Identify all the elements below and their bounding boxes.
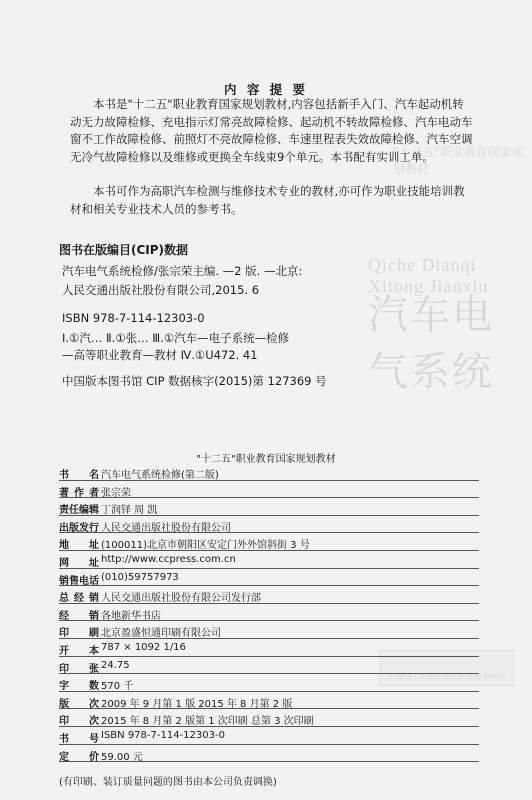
cip-entry-line-1: 汽车电气系统检修/张宗荣主编. —2 版. —北京: [62,264,303,278]
colophon-rule [59,744,479,745]
cip-record-number: 中国版本图书馆 CIP 数据核字(2015)第 127369 号 [62,374,327,388]
colophon-label-char: 书 [59,470,69,481]
colophon-label-char: 责 [59,505,69,517]
colophon-value: (010)59757973 [101,571,179,583]
colophon-series: "十二五"职业教育国家规划教材 [196,454,336,465]
cip-classification-1: Ⅰ.①汽… Ⅱ.①张… Ⅲ.①汽车—电子系统—检修 [62,331,290,345]
colophon-value: 2009 年 9 月第 1 版 2015 年 8 月第 2 版 [101,698,293,710]
colophon-rule [59,497,479,498]
cip-isbn: ISBN 978-7-114-12303-0 [62,311,205,325]
colophon-rule [59,532,479,533]
colophon-rule [59,656,479,657]
colophon-value: ISBN 978-7-114-12303-0 [101,730,225,741]
colophon-label-char: 版 [69,522,79,534]
colophon-label-char: 编 [79,505,89,517]
colophon-rule [59,708,479,709]
colophon-label-char: 地 [59,540,69,552]
colophon-label-char: 行 [89,522,99,534]
colophon-rule [59,620,479,621]
colophon-label-char: 著 [59,487,69,499]
colophon-label-char: 总 [59,593,69,605]
colophon-rule [59,726,479,727]
colophon-label-char: 经 [74,593,84,605]
colophon-label-char: 任 [69,505,79,517]
colophon-label-char: 者 [89,487,99,499]
colophon-label-char: 作 [74,487,84,499]
cip-heading: 图书在版编目(CIP)数据 [59,243,189,257]
colophon-label-char: 址 [89,540,99,552]
colophon-label-char: 开 [59,646,69,657]
colophon-label-char: 张 [89,663,99,675]
colophon-label-char: 数 [89,681,99,693]
colophon-label-char: 版 [59,698,69,710]
bleed-through-pinyin-title: Qiche Dianqi Xitong Jianxiu [368,255,489,296]
colophon-label-char: 辑 [89,505,99,517]
colophon-rule [59,761,479,762]
colophon-rule [59,691,479,692]
colophon-value: (100011)北京市朝阳区安定门外外馆斜街 3 号 [101,540,310,552]
cip-entry-line-2: 人民交通出版社股份有限公司,2015. 6 [62,283,260,297]
colophon-rule [59,673,479,674]
colophon-label-char: 名 [89,470,99,481]
colophon-value: 张宗荣 [101,487,131,499]
colophon-label-char: 电 [79,575,89,587]
colophon-rule [59,515,479,516]
colophon-label-char: 本 [89,646,99,657]
colophon-rule [59,585,479,586]
colophon-value: http://www.ccpress.com.cn [101,554,236,565]
colophon-label-char: 出 [59,522,69,534]
colophon-label-char: 址 [89,558,99,569]
colophon-value: 汽车电气系统检修(第二版) [101,470,219,481]
colophon-value: 787 × 1092 1/16 [101,642,186,653]
colophon-label-char: 号 [89,734,99,745]
colophon-label-char: 次 [89,716,99,728]
colophon-label-char: 网 [59,558,69,569]
colophon-rule [59,638,479,639]
colophon-label-char: 刷 [89,628,99,640]
colophon-value: 24.75 [101,659,130,671]
colophon-label-char: 销 [59,575,69,587]
colophon-rule [59,480,479,481]
colophon-label-char: 发 [79,522,89,534]
colophon-value: 人民交通出版社股份有限公司发行部 [101,593,261,605]
bleed-through-publisher-name: China Communications Press [388,672,506,681]
summary-paragraph-1: 本书是"十二五"职业教育国家规划教材,内容包括新手入门、汽车起动机转动无力故障检修、充电指示灯常亮故障检修、起动机不转故障检修、汽车电动车窗不工作故障检修、前照灯不亮故障检修、车速里程表失效故障检修、汽车空调无冷气故障检修以及维修或更换全车线束9个单元。本书配有实训工单。 [70,97,473,164]
colophon-label-char: 销 [89,593,99,605]
colophon-label-char: 次 [89,698,99,710]
colophon-value: 59.00 元 [101,751,143,763]
colophon-rule [59,550,479,551]
colophon-label-char: 字 [59,681,69,693]
colophon-label-char: 印 [59,716,69,728]
colophon-label-char: 售 [69,575,79,587]
cip-classification-2: —高等职业教育—教材 Ⅳ.①U472. 41 [62,348,258,362]
colophon-label-char: 书 [59,734,69,745]
colophon-label-char: 印 [59,663,69,675]
colophon-value: 570 千 [101,681,134,693]
colophon-value: 丁润铎 周 凯 [101,505,158,517]
colophon-label-char: 印 [59,628,69,640]
colophon-value: 各地新华书店 [101,610,161,622]
bleed-through-book-title: 汽车电气系统 [368,292,494,395]
colophon-label-char: 定 [59,751,69,763]
colophon-label-char: 销 [89,610,99,622]
colophon-label-char: 经 [59,610,69,622]
colophon-rule [59,603,479,604]
colophon-label-char: 价 [89,751,99,763]
summary-title: 内 容 提 要 [223,82,309,97]
colophon-value: 人民交通出版社股份有限公司 [101,522,231,534]
summary-paragraph-2: 本书可作为高职汽车检测与维修技术专业的教材,亦可作为职业技能培训教材和相关专业技术人员的参考书。 [70,184,465,216]
colophon-label-char: 话 [89,575,99,587]
colophon-footnote: (有印刷、装订质量问题的图书由本公司负责调换) [59,777,277,788]
bleed-through-series-text: "十二五"职业教育国家规划教材 [393,145,525,176]
colophon-value: 北京盈盛恒通印刷有限公司 [101,628,221,640]
colophon-value: 2015 年 8 月第 2 版第 1 次印刷 总第 3 次印刷 [101,716,314,728]
colophon-rule [59,568,479,569]
